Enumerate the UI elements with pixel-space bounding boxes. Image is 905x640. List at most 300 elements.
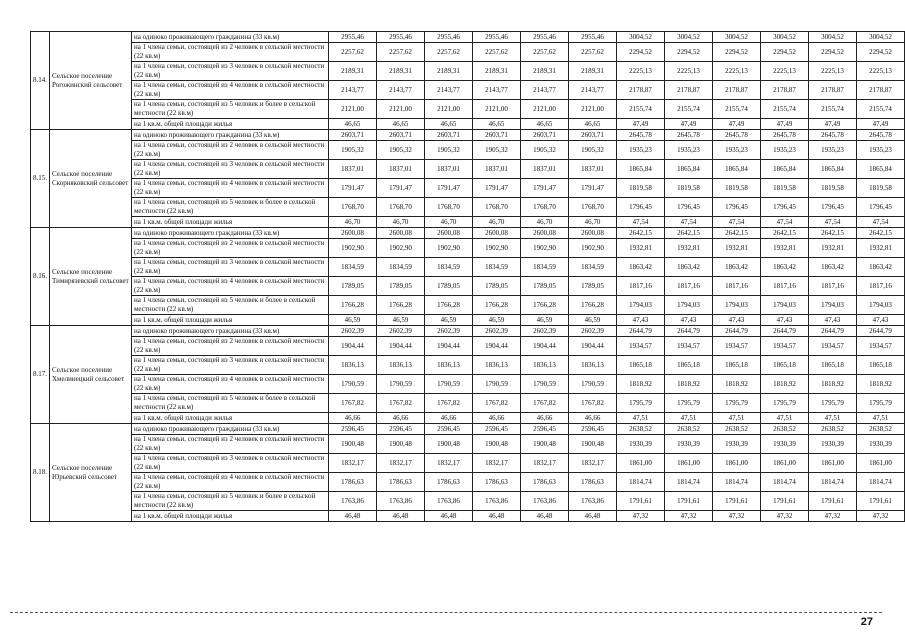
table-row bbox=[31, 492, 905, 511]
value-cell: 1932,81 bbox=[617, 239, 665, 258]
value-cell: 1865,18 bbox=[617, 356, 665, 375]
value-cell: 1819,58 bbox=[665, 179, 713, 198]
value-cell: 2645,78 bbox=[617, 130, 665, 141]
value-cell: 1768,70 bbox=[521, 198, 569, 217]
value-cell: 2638,52 bbox=[713, 424, 761, 435]
value-cell: 1819,58 bbox=[617, 179, 665, 198]
row-description: на 1 члена семьи, состоящей из 4 человек в сельской местности (22 кв.м) bbox=[132, 277, 329, 296]
value-cell: 3004,52 bbox=[857, 32, 905, 43]
value-cell: 1795,79 bbox=[665, 394, 713, 413]
value-cell: 1796,45 bbox=[665, 198, 713, 217]
value-cell: 1902,90 bbox=[473, 239, 521, 258]
value-cell: 1837,01 bbox=[377, 160, 425, 179]
value-cell: 2596,45 bbox=[425, 424, 473, 435]
value-cell: 1834,59 bbox=[569, 258, 617, 277]
value-cell: 1834,59 bbox=[425, 258, 473, 277]
value-cell: 1763,86 bbox=[377, 492, 425, 511]
value-cell: 46,66 bbox=[377, 413, 425, 424]
value-cell: 1794,03 bbox=[857, 296, 905, 315]
row-description: на 1 члена семьи, состоящей из 2 человек в сельской местности (22 кв.м) bbox=[132, 239, 329, 258]
value-cell: 1865,84 bbox=[809, 160, 857, 179]
value-cell: 1930,39 bbox=[857, 435, 905, 454]
value-cell: 1789,05 bbox=[521, 277, 569, 296]
value-cell: 1863,42 bbox=[617, 258, 665, 277]
value-cell: 46,65 bbox=[329, 119, 377, 130]
page-number: 27 bbox=[860, 616, 873, 628]
value-cell: 2178,87 bbox=[761, 81, 809, 100]
value-cell: 1836,13 bbox=[329, 356, 377, 375]
value-cell: 1794,03 bbox=[809, 296, 857, 315]
value-cell: 1819,58 bbox=[761, 179, 809, 198]
value-cell: 1934,57 bbox=[713, 337, 761, 356]
value-cell: 2225,13 bbox=[857, 62, 905, 81]
value-cell: 1790,59 bbox=[425, 375, 473, 394]
value-cell: 46,48 bbox=[569, 511, 617, 522]
value-cell: 1817,16 bbox=[713, 277, 761, 296]
value-cell: 1900,48 bbox=[377, 435, 425, 454]
table-row bbox=[31, 337, 905, 356]
value-cell: 1902,90 bbox=[569, 239, 617, 258]
value-cell: 1763,86 bbox=[569, 492, 617, 511]
value-cell: 1834,59 bbox=[329, 258, 377, 277]
value-cell: 47,54 bbox=[857, 217, 905, 228]
value-cell: 1836,13 bbox=[377, 356, 425, 375]
row-description: на одиноко проживающего гражданина (33 кв.м) bbox=[132, 326, 329, 337]
value-cell: 1934,57 bbox=[761, 337, 809, 356]
value-cell: 47,54 bbox=[713, 217, 761, 228]
value-cell: 1865,18 bbox=[809, 356, 857, 375]
value-cell: 3004,52 bbox=[809, 32, 857, 43]
row-description: на 1 члена семьи, состоящей из 2 человек в сельской местности (22 кв.м) bbox=[132, 337, 329, 356]
value-cell: 46,59 bbox=[425, 315, 473, 326]
value-cell: 1794,03 bbox=[761, 296, 809, 315]
row-description: на 1 члена семьи, состоящей из 3 человек в сельской местности (22 кв.м) bbox=[132, 454, 329, 473]
value-cell: 1932,81 bbox=[857, 239, 905, 258]
value-cell: 2189,31 bbox=[377, 62, 425, 81]
value-cell: 1817,16 bbox=[809, 277, 857, 296]
value-cell: 46,65 bbox=[569, 119, 617, 130]
value-cell: 1819,58 bbox=[857, 179, 905, 198]
value-cell: 2143,77 bbox=[377, 81, 425, 100]
page-footer-line bbox=[10, 612, 882, 613]
table-row bbox=[31, 160, 905, 179]
table-row bbox=[31, 32, 905, 43]
value-cell: 1865,18 bbox=[665, 356, 713, 375]
value-cell: 1791,47 bbox=[329, 179, 377, 198]
settlement-name: Сельское поселение Тимирязевский сельсовет bbox=[50, 228, 132, 326]
value-cell: 2257,62 bbox=[425, 43, 473, 62]
value-cell: 1935,23 bbox=[809, 141, 857, 160]
value-cell: 2143,77 bbox=[329, 81, 377, 100]
value-cell: 3004,52 bbox=[713, 32, 761, 43]
value-cell: 1818,92 bbox=[857, 375, 905, 394]
tariff-table bbox=[30, 31, 905, 522]
value-cell: 1861,00 bbox=[665, 454, 713, 473]
table-row bbox=[31, 296, 905, 315]
value-cell: 1902,90 bbox=[425, 239, 473, 258]
value-cell: 2225,13 bbox=[713, 62, 761, 81]
value-cell: 46,66 bbox=[329, 413, 377, 424]
value-cell: 1900,48 bbox=[473, 435, 521, 454]
value-cell: 1818,92 bbox=[665, 375, 713, 394]
table-row bbox=[31, 198, 905, 217]
value-cell: 1794,03 bbox=[617, 296, 665, 315]
value-cell: 1796,45 bbox=[761, 198, 809, 217]
value-cell: 1832,17 bbox=[425, 454, 473, 473]
table-row bbox=[31, 239, 905, 258]
value-cell: 2257,62 bbox=[377, 43, 425, 62]
value-cell: 1767,82 bbox=[377, 394, 425, 413]
value-cell: 2257,62 bbox=[569, 43, 617, 62]
value-cell: 1900,48 bbox=[521, 435, 569, 454]
value-cell: 1832,17 bbox=[521, 454, 569, 473]
value-cell: 1791,61 bbox=[761, 492, 809, 511]
value-cell: 1814,74 bbox=[617, 473, 665, 492]
table-row bbox=[31, 119, 905, 130]
value-cell: 1768,70 bbox=[377, 198, 425, 217]
value-cell: 1818,92 bbox=[713, 375, 761, 394]
value-cell: 2596,45 bbox=[521, 424, 569, 435]
value-cell: 2294,52 bbox=[809, 43, 857, 62]
value-cell: 47,49 bbox=[761, 119, 809, 130]
value-cell: 1818,92 bbox=[809, 375, 857, 394]
value-cell: 2955,46 bbox=[569, 32, 617, 43]
value-cell: 1930,39 bbox=[809, 435, 857, 454]
value-cell: 2603,71 bbox=[377, 130, 425, 141]
value-cell: 2294,52 bbox=[857, 43, 905, 62]
value-cell: 2189,31 bbox=[425, 62, 473, 81]
value-cell: 47,43 bbox=[665, 315, 713, 326]
value-cell: 1861,00 bbox=[761, 454, 809, 473]
row-description: на 1 члена семьи, состоящей из 3 человек в сельской местности (22 кв.м) bbox=[132, 160, 329, 179]
value-cell: 1837,01 bbox=[569, 160, 617, 179]
value-cell: 1790,59 bbox=[569, 375, 617, 394]
value-cell: 1930,39 bbox=[617, 435, 665, 454]
value-cell: 1905,32 bbox=[425, 141, 473, 160]
value-cell: 1818,92 bbox=[761, 375, 809, 394]
value-cell: 1934,57 bbox=[857, 337, 905, 356]
value-cell: 1789,05 bbox=[329, 277, 377, 296]
value-cell: 1935,23 bbox=[713, 141, 761, 160]
row-description: на 1 члена семьи, состоящей из 3 человек в сельской местности (22 кв.м) bbox=[132, 356, 329, 375]
value-cell: 2644,79 bbox=[713, 326, 761, 337]
value-cell: 2596,45 bbox=[473, 424, 521, 435]
value-cell: 2155,74 bbox=[761, 100, 809, 119]
value-cell: 2600,08 bbox=[473, 228, 521, 239]
value-cell: 2155,74 bbox=[713, 100, 761, 119]
value-cell: 1763,86 bbox=[473, 492, 521, 511]
value-cell: 2600,08 bbox=[569, 228, 617, 239]
table-row bbox=[31, 217, 905, 228]
value-cell: 2294,52 bbox=[713, 43, 761, 62]
value-cell: 2602,39 bbox=[425, 326, 473, 337]
table-row bbox=[31, 62, 905, 81]
table-row bbox=[31, 435, 905, 454]
value-cell: 1791,47 bbox=[473, 179, 521, 198]
value-cell: 1865,18 bbox=[761, 356, 809, 375]
value-cell: 1935,23 bbox=[761, 141, 809, 160]
row-description: на 1 члена семьи, состоящей из 5 человек и более в сельской местности (22 кв.м) bbox=[132, 198, 329, 217]
value-cell: 2600,08 bbox=[521, 228, 569, 239]
value-cell: 46,48 bbox=[473, 511, 521, 522]
value-cell: 47,54 bbox=[617, 217, 665, 228]
table-row bbox=[31, 258, 905, 277]
value-cell: 1766,28 bbox=[521, 296, 569, 315]
row-description: на 1 члена семьи, состоящей из 4 человек в сельской местности (22 кв.м) bbox=[132, 473, 329, 492]
value-cell: 47,43 bbox=[857, 315, 905, 326]
value-cell: 1837,01 bbox=[425, 160, 473, 179]
value-cell: 2642,15 bbox=[665, 228, 713, 239]
value-cell: 1766,28 bbox=[329, 296, 377, 315]
value-cell: 1861,00 bbox=[713, 454, 761, 473]
value-cell: 2603,71 bbox=[425, 130, 473, 141]
value-cell: 1791,61 bbox=[713, 492, 761, 511]
value-cell: 1790,59 bbox=[521, 375, 569, 394]
value-cell: 1796,45 bbox=[713, 198, 761, 217]
value-cell: 1767,82 bbox=[569, 394, 617, 413]
row-description: на одиноко проживающего гражданина (33 кв.м) bbox=[132, 228, 329, 239]
value-cell: 1900,48 bbox=[425, 435, 473, 454]
table-row bbox=[31, 277, 905, 296]
value-cell: 46,48 bbox=[329, 511, 377, 522]
value-cell: 1766,28 bbox=[425, 296, 473, 315]
value-cell: 1768,70 bbox=[473, 198, 521, 217]
value-cell: 2121,00 bbox=[473, 100, 521, 119]
value-cell: 1768,70 bbox=[329, 198, 377, 217]
value-cell: 2602,39 bbox=[569, 326, 617, 337]
section-code: 8.14. bbox=[31, 32, 50, 130]
value-cell: 46,48 bbox=[425, 511, 473, 522]
value-cell: 1863,42 bbox=[761, 258, 809, 277]
value-cell: 2143,77 bbox=[521, 81, 569, 100]
value-cell: 1768,70 bbox=[569, 198, 617, 217]
row-description: на 1 кв.м. общей площади жилья bbox=[132, 315, 329, 326]
value-cell: 1789,05 bbox=[569, 277, 617, 296]
value-cell: 46,65 bbox=[425, 119, 473, 130]
value-cell: 47,51 bbox=[713, 413, 761, 424]
value-cell: 1791,61 bbox=[809, 492, 857, 511]
row-description: на 1 члена семьи, состоящей из 2 человек в сельской местности (22 кв.м) bbox=[132, 141, 329, 160]
value-cell: 2645,78 bbox=[665, 130, 713, 141]
value-cell: 2955,46 bbox=[377, 32, 425, 43]
value-cell: 2638,52 bbox=[857, 424, 905, 435]
value-cell: 1934,57 bbox=[809, 337, 857, 356]
value-cell: 1794,03 bbox=[713, 296, 761, 315]
value-cell: 2121,00 bbox=[425, 100, 473, 119]
value-cell: 1817,16 bbox=[665, 277, 713, 296]
value-cell: 47,49 bbox=[617, 119, 665, 130]
value-cell: 2143,77 bbox=[425, 81, 473, 100]
value-cell: 2600,08 bbox=[377, 228, 425, 239]
value-cell: 46,59 bbox=[569, 315, 617, 326]
value-cell: 1932,81 bbox=[713, 239, 761, 258]
value-cell: 2596,45 bbox=[377, 424, 425, 435]
value-cell: 1786,63 bbox=[377, 473, 425, 492]
value-cell: 1905,32 bbox=[521, 141, 569, 160]
value-cell: 1791,61 bbox=[665, 492, 713, 511]
table-row bbox=[31, 454, 905, 473]
table-row bbox=[31, 511, 905, 522]
value-cell: 1763,86 bbox=[521, 492, 569, 511]
row-description: на одиноко проживающего гражданина (33 кв.м) bbox=[132, 424, 329, 435]
value-cell: 2638,52 bbox=[761, 424, 809, 435]
table-row bbox=[31, 473, 905, 492]
value-cell: 1767,82 bbox=[425, 394, 473, 413]
value-cell: 2642,15 bbox=[761, 228, 809, 239]
value-cell: 46,59 bbox=[329, 315, 377, 326]
value-cell: 1904,44 bbox=[377, 337, 425, 356]
value-cell: 1768,70 bbox=[425, 198, 473, 217]
settlement-name: Сельское поселение Рогожинский сельсовет bbox=[50, 32, 132, 130]
value-cell: 1819,58 bbox=[809, 179, 857, 198]
value-cell: 47,32 bbox=[809, 511, 857, 522]
value-cell: 46,70 bbox=[473, 217, 521, 228]
value-cell: 1796,45 bbox=[857, 198, 905, 217]
value-cell: 47,51 bbox=[809, 413, 857, 424]
value-cell: 1930,39 bbox=[761, 435, 809, 454]
value-cell: 47,49 bbox=[713, 119, 761, 130]
value-cell: 47,49 bbox=[809, 119, 857, 130]
value-cell: 47,54 bbox=[665, 217, 713, 228]
value-cell: 2603,71 bbox=[521, 130, 569, 141]
value-cell: 2645,78 bbox=[761, 130, 809, 141]
value-cell: 1900,48 bbox=[569, 435, 617, 454]
value-cell: 2955,46 bbox=[329, 32, 377, 43]
row-description: на 1 члена семьи, состоящей из 5 человек и более в сельской местности (22 кв.м) bbox=[132, 394, 329, 413]
value-cell: 1932,81 bbox=[809, 239, 857, 258]
row-description: на 1 члена семьи, состоящей из 5 человек и более в сельской местности (22 кв.м) bbox=[132, 296, 329, 315]
value-cell: 1865,84 bbox=[617, 160, 665, 179]
value-cell: 47,51 bbox=[857, 413, 905, 424]
row-description: на 1 члена семьи, состоящей из 5 человек и более в сельской местности (22 кв.м) bbox=[132, 492, 329, 511]
value-cell: 47,49 bbox=[857, 119, 905, 130]
value-cell: 2644,79 bbox=[857, 326, 905, 337]
value-cell: 1791,61 bbox=[857, 492, 905, 511]
value-cell: 1819,58 bbox=[713, 179, 761, 198]
value-cell: 47,49 bbox=[665, 119, 713, 130]
value-cell: 1763,86 bbox=[329, 492, 377, 511]
value-cell: 1814,74 bbox=[761, 473, 809, 492]
value-cell: 47,51 bbox=[617, 413, 665, 424]
table-row bbox=[31, 394, 905, 413]
value-cell: 1863,42 bbox=[665, 258, 713, 277]
row-description: на одиноко проживающего гражданина (33 кв.м) bbox=[132, 32, 329, 43]
row-description: на 1 члена семьи, состоящей из 4 человек в сельской местности (22 кв.м) bbox=[132, 179, 329, 198]
row-description: на 1 члена семьи, состоящей из 2 человек в сельской местности (22 кв.м) bbox=[132, 43, 329, 62]
value-cell: 1834,59 bbox=[521, 258, 569, 277]
value-cell: 2602,39 bbox=[329, 326, 377, 337]
value-cell: 2121,00 bbox=[377, 100, 425, 119]
value-cell: 1904,44 bbox=[473, 337, 521, 356]
value-cell: 2602,39 bbox=[377, 326, 425, 337]
value-cell: 1837,01 bbox=[329, 160, 377, 179]
value-cell: 2225,13 bbox=[617, 62, 665, 81]
value-cell: 1902,90 bbox=[377, 239, 425, 258]
value-cell: 1795,79 bbox=[617, 394, 665, 413]
value-cell: 1832,17 bbox=[569, 454, 617, 473]
value-cell: 1789,05 bbox=[425, 277, 473, 296]
value-cell: 2644,79 bbox=[761, 326, 809, 337]
value-cell: 1865,18 bbox=[713, 356, 761, 375]
value-cell: 1934,57 bbox=[617, 337, 665, 356]
value-cell: 1786,63 bbox=[569, 473, 617, 492]
value-cell: 2121,00 bbox=[569, 100, 617, 119]
value-cell: 1836,13 bbox=[473, 356, 521, 375]
value-cell: 2603,71 bbox=[569, 130, 617, 141]
value-cell: 1832,17 bbox=[377, 454, 425, 473]
value-cell: 1791,47 bbox=[425, 179, 473, 198]
row-description: на одиноко проживающего гражданина (33 кв.м) bbox=[132, 130, 329, 141]
value-cell: 3004,52 bbox=[665, 32, 713, 43]
value-cell: 1900,48 bbox=[329, 435, 377, 454]
value-cell: 1930,39 bbox=[713, 435, 761, 454]
value-cell: 1930,39 bbox=[665, 435, 713, 454]
value-cell: 46,70 bbox=[569, 217, 617, 228]
value-cell: 47,32 bbox=[761, 511, 809, 522]
settlement-name: Сельское поселение Юрьевский сельсовет bbox=[50, 424, 132, 522]
value-cell: 2644,79 bbox=[617, 326, 665, 337]
row-description: на 1 члена семьи, состоящей из 2 человек в сельской местности (22 кв.м) bbox=[132, 435, 329, 454]
value-cell: 46,66 bbox=[521, 413, 569, 424]
value-cell: 46,59 bbox=[521, 315, 569, 326]
value-cell: 1763,86 bbox=[425, 492, 473, 511]
value-cell: 2955,46 bbox=[473, 32, 521, 43]
value-cell: 2645,78 bbox=[857, 130, 905, 141]
value-cell: 1796,45 bbox=[617, 198, 665, 217]
value-cell: 46,48 bbox=[521, 511, 569, 522]
value-cell: 2155,74 bbox=[665, 100, 713, 119]
value-cell: 1795,79 bbox=[761, 394, 809, 413]
value-cell: 46,65 bbox=[473, 119, 521, 130]
value-cell: 1790,59 bbox=[473, 375, 521, 394]
value-cell: 2642,15 bbox=[809, 228, 857, 239]
value-cell: 2225,13 bbox=[665, 62, 713, 81]
value-cell: 2638,52 bbox=[617, 424, 665, 435]
value-cell: 1814,74 bbox=[809, 473, 857, 492]
section-code: 8.17. bbox=[31, 326, 50, 424]
value-cell: 2645,78 bbox=[713, 130, 761, 141]
row-description: на 1 кв.м. общей площади жилья bbox=[132, 217, 329, 228]
value-cell: 47,43 bbox=[761, 315, 809, 326]
value-cell: 2638,52 bbox=[665, 424, 713, 435]
value-cell: 1766,28 bbox=[377, 296, 425, 315]
value-cell: 1904,44 bbox=[521, 337, 569, 356]
value-cell: 1814,74 bbox=[857, 473, 905, 492]
value-cell: 46,66 bbox=[425, 413, 473, 424]
value-cell: 1790,59 bbox=[377, 375, 425, 394]
value-cell: 2603,71 bbox=[473, 130, 521, 141]
value-cell: 1786,63 bbox=[473, 473, 521, 492]
value-cell: 1837,01 bbox=[473, 160, 521, 179]
section-code: 8.18. bbox=[31, 424, 50, 522]
value-cell: 1791,47 bbox=[521, 179, 569, 198]
value-cell: 2155,74 bbox=[617, 100, 665, 119]
value-cell: 1814,74 bbox=[665, 473, 713, 492]
settlement-name: Сельское поселение Хмелинецкий сельсовет bbox=[50, 326, 132, 424]
value-cell: 1935,23 bbox=[665, 141, 713, 160]
value-cell: 46,48 bbox=[377, 511, 425, 522]
table-row bbox=[31, 326, 905, 337]
value-cell: 1865,84 bbox=[857, 160, 905, 179]
value-cell: 1861,00 bbox=[809, 454, 857, 473]
value-cell: 1834,59 bbox=[377, 258, 425, 277]
value-cell: 2642,15 bbox=[713, 228, 761, 239]
value-cell: 1905,32 bbox=[329, 141, 377, 160]
table-row bbox=[31, 179, 905, 198]
value-cell: 2155,74 bbox=[809, 100, 857, 119]
row-description: на 1 члена семьи, состоящей из 4 человек в сельской местности (22 кв.м) bbox=[132, 81, 329, 100]
value-cell: 46,70 bbox=[425, 217, 473, 228]
